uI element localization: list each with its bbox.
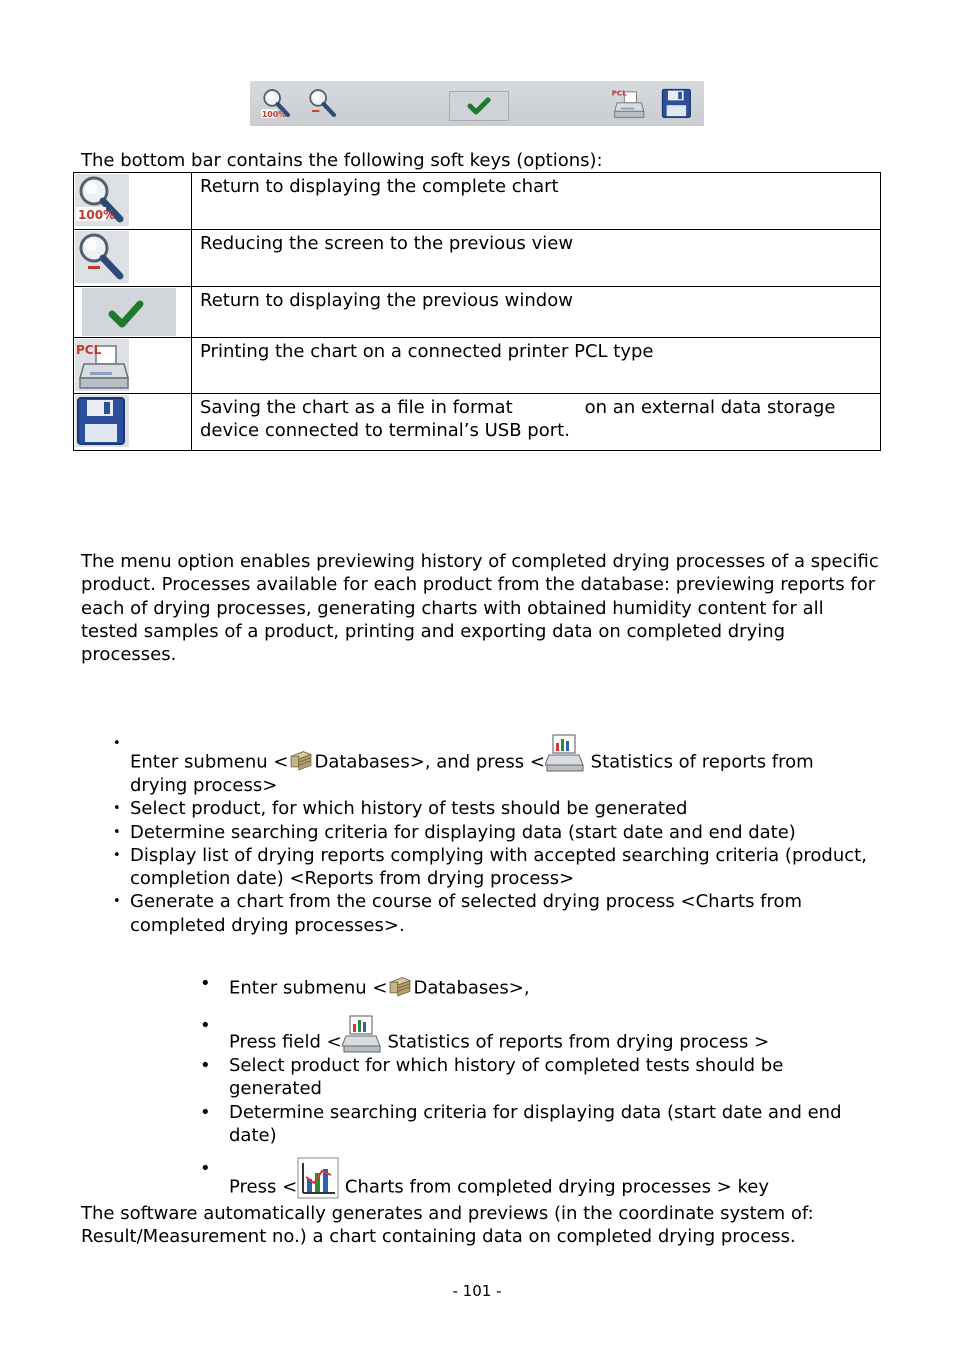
softkey-badge: 100%	[78, 208, 116, 222]
softkey-badge: PCL	[76, 343, 102, 357]
list-text: Press <	[229, 1176, 298, 1198]
statistics-icon	[342, 1014, 382, 1054]
list-item	[110, 732, 870, 797]
list-item: • Determine searching criteria for displaying data (start date and end date)	[110, 821, 870, 844]
pcl-printer-icon[interactable]	[611, 87, 645, 121]
floppy-disk-icon	[74, 394, 130, 448]
softkeys-intro: The bottom bar contains the following soft keys (options):	[81, 150, 603, 171]
list-text: Statistics of reports from drying process>	[130, 751, 814, 796]
bottom-bar-preview	[250, 81, 704, 126]
table-row	[74, 338, 881, 394]
list-text: Enter submenu <	[130, 751, 289, 773]
zoom-out-icon[interactable]	[306, 87, 340, 121]
list-item: • Select product, for which history of tests should be generated	[110, 797, 870, 820]
table-row	[74, 287, 881, 338]
database-icon	[387, 972, 413, 1000]
list-item: • Generate a chart from the course of selected drying process <Charts from completed drying processes>.	[110, 890, 870, 937]
save-text-b: on an external data storage device connected to terminal’s USB port.	[200, 397, 836, 441]
list-item	[200, 1157, 860, 1199]
zoom-100-icon	[74, 173, 130, 227]
list-text: Databases>, and press <	[314, 751, 545, 773]
list-item: • Determine searching criteria for displaying data (start date and end date)	[200, 1101, 860, 1148]
softkey-description: Reducing the screen to the previous view	[192, 230, 881, 287]
save-text-a: Saving the chart as a file in format	[200, 397, 513, 418]
softkey-description: Printing the chart on a connected printer PCL type	[192, 338, 881, 394]
zoom-100-icon[interactable]	[260, 87, 294, 121]
page-number: - 101 -	[452, 1282, 502, 1300]
list-text: Charts from completed drying processes > key	[339, 1176, 769, 1198]
statistics-icon	[545, 732, 585, 774]
softkey-icon-cell	[74, 338, 192, 394]
softkeys-table	[73, 172, 881, 451]
list-text: Enter submenu <	[229, 977, 388, 999]
database-icon	[288, 746, 314, 774]
confirm-button[interactable]	[449, 91, 509, 121]
softkey-icon-cell	[74, 394, 192, 451]
list-text: Press field <	[229, 1031, 342, 1053]
zoom-100-badge: 100%	[261, 109, 287, 119]
closing-paragraph: The software automatically generates and previews (in the coordinate system of: Result/Measurement no.) a chart containing data on completed drying process.	[81, 1203, 814, 1248]
table-row	[74, 173, 881, 230]
chart-icon	[297, 1157, 339, 1199]
list-text: Databases>,	[413, 977, 530, 999]
list-item: • Display list of drying reports complying with accepted searching criteria (product, completion date) <Reports from drying process>	[110, 844, 870, 891]
menu-description: The menu option enables previewing history of completed drying processes of a specific product. Processes available for each product from the database: previewing reports for each of drying processes, generating charts with obtained humidity content for all tested samples of a product, printing and exporting data on completed drying processes.	[81, 551, 879, 666]
pcl-badge: PCL	[611, 88, 627, 98]
softkey-description: Return to displaying the previous window	[192, 287, 881, 338]
softkey-icon-cell	[74, 230, 192, 287]
floppy-disk-icon[interactable]	[660, 87, 694, 121]
list-item: • Select product for which history of completed tests should be generated	[200, 1054, 860, 1101]
procedure-list	[110, 732, 870, 937]
pcl-printer-icon	[74, 338, 130, 392]
table-row	[74, 230, 881, 287]
softkey-description	[192, 394, 881, 451]
table-row	[74, 394, 881, 451]
list-text: Statistics of reports from drying process >	[381, 1031, 770, 1053]
softkey-description: Return to displaying the complete chart	[192, 173, 881, 230]
softkey-icon-cell	[74, 287, 192, 338]
checkmark-icon	[450, 92, 508, 120]
softkey-icon-cell	[74, 173, 192, 230]
checkmark-icon	[74, 287, 176, 337]
list-item	[200, 972, 860, 1000]
list-item	[200, 1014, 860, 1054]
chart-procedure-list	[200, 972, 860, 1199]
zoom-out-icon	[74, 230, 130, 284]
